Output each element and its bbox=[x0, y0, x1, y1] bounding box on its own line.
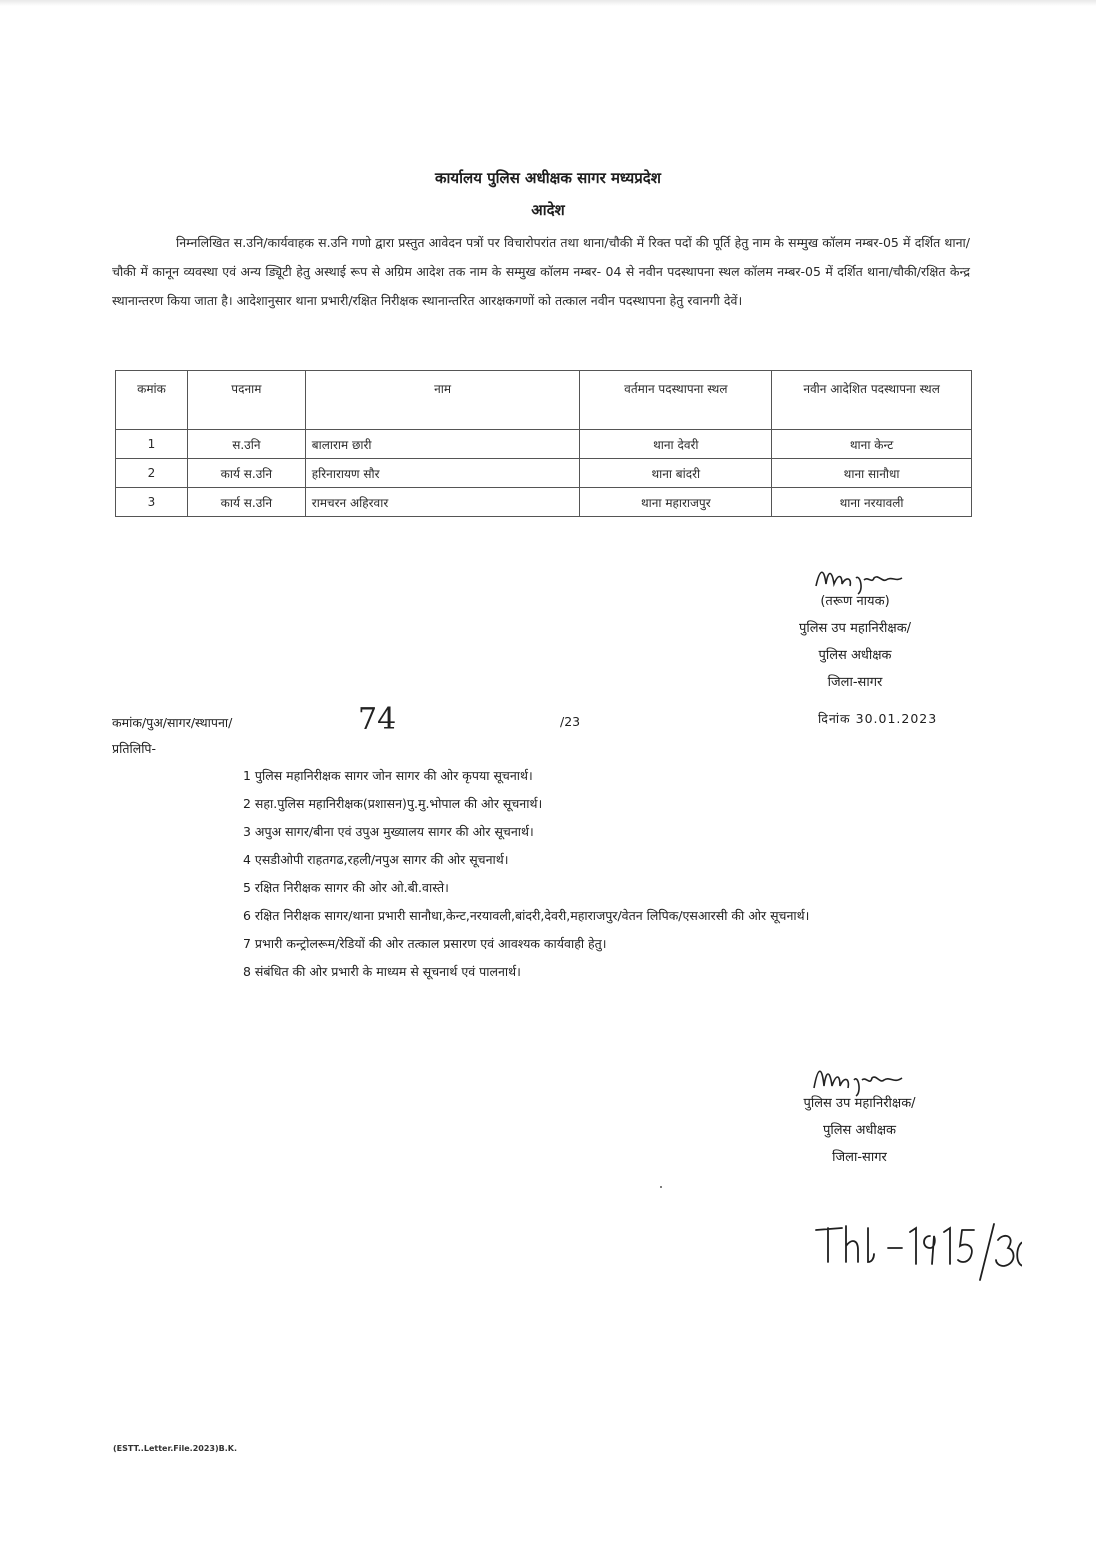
signatory-designation-1: पुलिस उप महानिरीक्षक/ bbox=[798, 621, 912, 636]
cell-new-posting: थाना सानौधा bbox=[772, 459, 972, 488]
list-item: 1 पुलिस महानिरीक्षक सागर जोन सागर की ओर कृपया सूचनार्थ। bbox=[243, 768, 533, 783]
order-body-paragraph: निम्नलिखित स.उनि/कार्यवाहक स.उनि गणो द्वारा प्रस्तुत आवेदन पत्रों पर विचारोपरांत तथा थाना/चौकी में रिक्त पदों की पूर्ति हेतु नाम के सम्मुख कॉलम नम्बर-05 में दर्शित थाना/चौकी में कानून व्यवस्था एवं अन्य ड्यिूटी हेतु अस्थाई रूप से अग्रिम आदेश तक नाम के सम्मुख कॉलम नम्बर- 04 से नवीन पदस्थापना स्थल कॉलम नम्बर-05 में दर्शित थाना/चौकी/रक्षित केन्द्र स्थानान्तरण किया जाता है। आदेशानुसार थाना प्रभारी/रक्षित निरीक्षक स्थानान्तरित आरक्षकगणों को तत्काल नवीन पदस्थापना हेतु रवानगी देवें। bbox=[112, 235, 970, 308]
dispatch-number: 74 bbox=[358, 702, 397, 737]
scan-speck bbox=[660, 1186, 662, 1188]
list-item: 3 अपुअ सागर/बीना एवं उपुअ मुख्यालय सागर की ओर सूचनार्थ। bbox=[243, 824, 534, 839]
cell-current-posting: थाना देवरी bbox=[580, 430, 772, 459]
dispatch-ref: कमांक/पुअ/सागर/स्थापना/ bbox=[112, 715, 233, 730]
signatory-designation-2: पुलिस अधीक्षक bbox=[818, 648, 892, 663]
footer-file-code: (ESTT..Letter.File.2023)B.K. bbox=[113, 1444, 237, 1453]
signatory-name: (तरूण नायक) bbox=[820, 594, 890, 609]
list-item: 8 संबंधित की ओर प्रभारी के माध्यम से सूचनार्थ एवं पालनार्थ। bbox=[243, 964, 521, 979]
signatory-district: जिला-सागर bbox=[832, 1150, 887, 1165]
dispatch-date: दिनांक 30.01.2023 bbox=[818, 711, 938, 726]
copy-to-list bbox=[243, 762, 973, 986]
cell-current-posting: थाना महाराजपुर bbox=[580, 488, 772, 517]
header-serial: कमांक bbox=[116, 371, 188, 430]
signatory-designation-1: पुलिस उप महानिरीक्षक/ bbox=[803, 1096, 916, 1111]
cell-serial: 1 bbox=[116, 430, 188, 459]
signature-block-2 bbox=[772, 1090, 947, 1171]
signatory-designation-2: पुलिस अधीक्षक bbox=[822, 1123, 897, 1138]
signature-block-1 bbox=[770, 588, 940, 696]
cell-serial: 3 bbox=[116, 488, 188, 517]
header-designation: पदनाम bbox=[187, 371, 305, 430]
order-title: आदेश bbox=[531, 201, 565, 219]
table-row bbox=[116, 459, 972, 488]
list-item: 4 एसडीओपी राहतगढ,रहली/नपुअ सागर की ओर सूचनार्थ। bbox=[243, 852, 509, 867]
handwritten-note bbox=[812, 1218, 1022, 1288]
table-header-row bbox=[116, 371, 972, 430]
cell-designation: कार्य स.उनि bbox=[187, 459, 305, 488]
scan-top-edge bbox=[0, 0, 1096, 6]
cell-new-posting: थाना नरयावली bbox=[772, 488, 972, 517]
cell-name: हरिनारायण सौर bbox=[305, 459, 580, 488]
dispatch-line bbox=[112, 702, 972, 738]
cell-designation: स.उनि bbox=[187, 430, 305, 459]
table-row bbox=[116, 488, 972, 517]
list-item: 7 प्रभारी कन्ट्रोलरूम/रेडियों की ओर तत्काल प्रसारण एवं आवश्यक कार्यवाही हेतु। bbox=[243, 936, 607, 951]
office-title: कार्यालय पुलिस अधीक्षक सागर मध्यप्रदेश bbox=[435, 169, 661, 187]
copy-to-label: प्रतिलिपि- bbox=[112, 741, 157, 756]
cell-serial: 2 bbox=[116, 459, 188, 488]
signatory-district: जिला-सागर bbox=[827, 675, 883, 690]
header-new-posting: नवीन आदेशित पदस्थापना स्थल bbox=[772, 371, 972, 430]
cell-name: बालाराम छारी bbox=[305, 430, 580, 459]
list-item: 5 रक्षित निरीक्षक सागर की ओर ओ.बी.वास्ते। bbox=[243, 880, 449, 895]
transfer-table bbox=[115, 370, 972, 517]
cell-new-posting: थाना केन्ट bbox=[772, 430, 972, 459]
dispatch-year: /23 bbox=[560, 714, 581, 729]
header-name: नाम bbox=[305, 371, 580, 430]
table-row bbox=[116, 430, 972, 459]
cell-designation: कार्य स.उनि bbox=[187, 488, 305, 517]
list-item: 2 सहा.पुलिस महानिरीक्षक(प्रशासन)पु.मु.भोपाल की ओर सूचनार्थ। bbox=[243, 796, 543, 811]
header-current-posting: वर्तमान पदस्थापना स्थल bbox=[580, 371, 772, 430]
list-item: 6 रक्षित निरीक्षक सागर/थाना प्रभारी सानौधा,केन्ट,नरयावली,बांदरी,देवरी,महाराजपुर/वेतन लिपिक/एसआरसी की ओर सूचनार्थ। bbox=[243, 908, 810, 923]
cell-name: रामचरन अहिरवार bbox=[305, 488, 580, 517]
cell-current-posting: थाना बांदरी bbox=[580, 459, 772, 488]
